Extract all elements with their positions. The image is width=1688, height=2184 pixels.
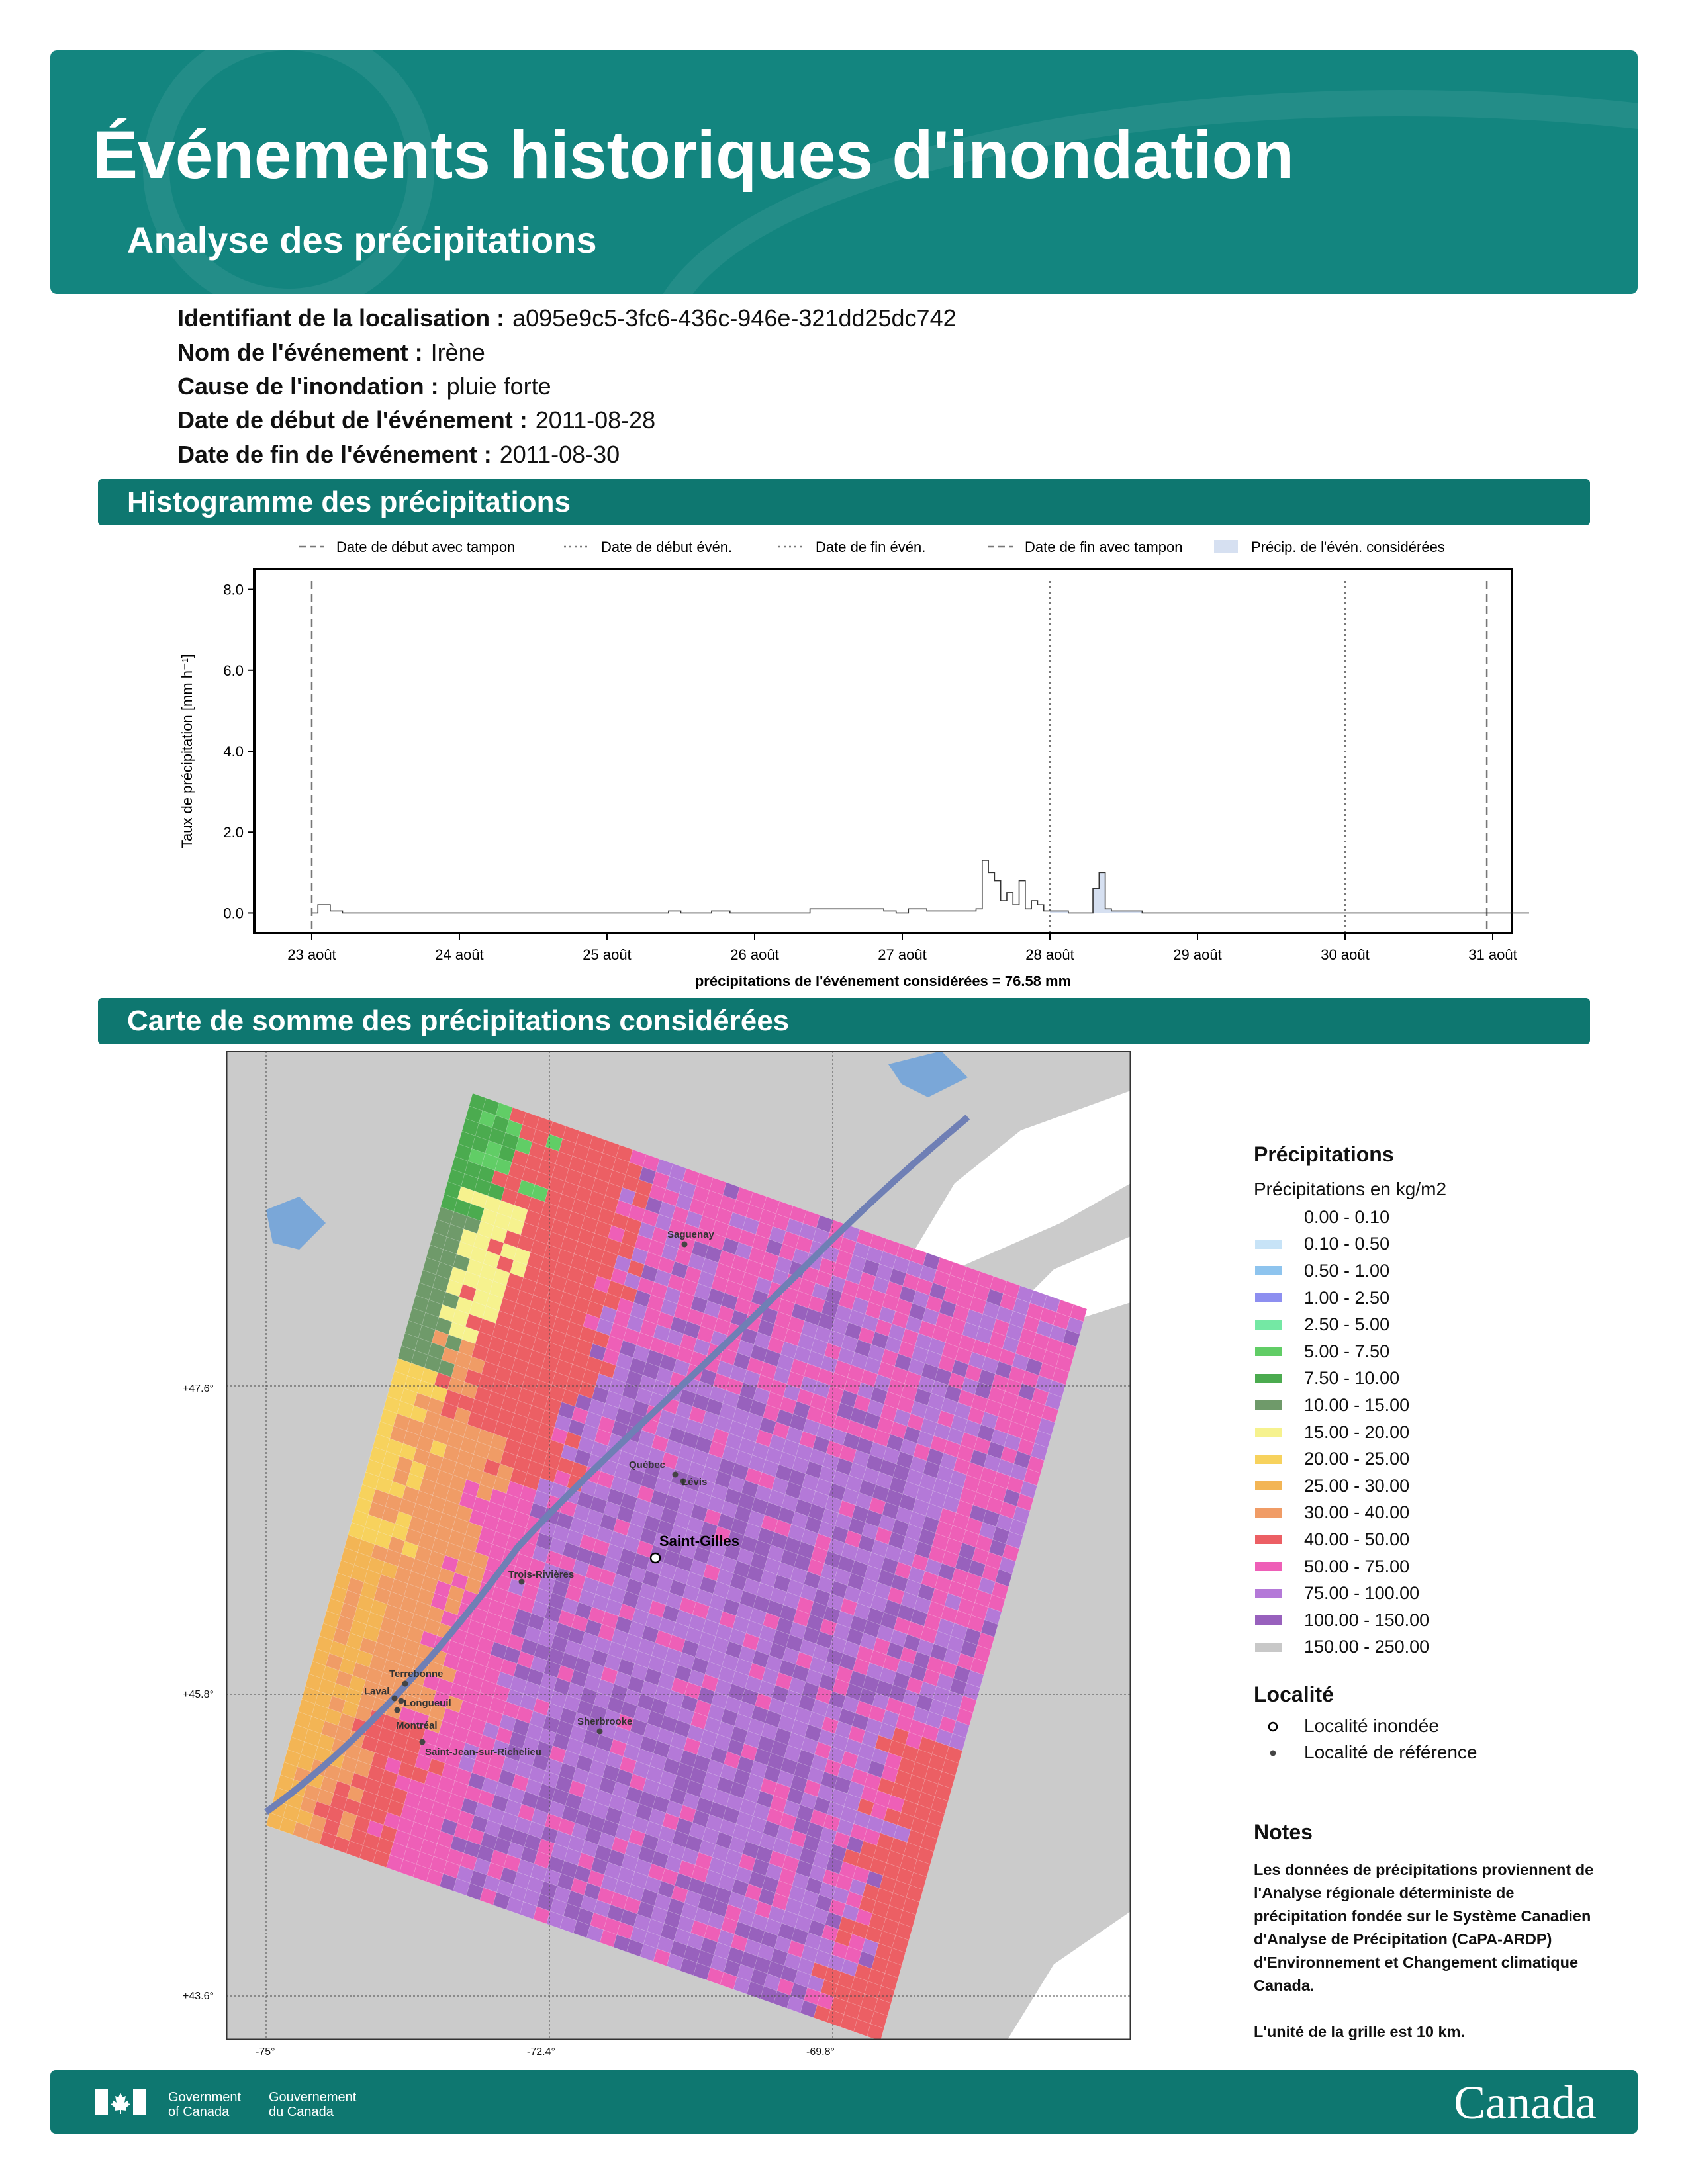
event-precip-area xyxy=(1050,872,1142,913)
lat-label: +43.6° xyxy=(183,1991,214,2002)
info-label: Date de début de l'événement : xyxy=(177,406,528,433)
precip-legend xyxy=(1254,1142,1624,1661)
legend-swatch xyxy=(1255,1535,1282,1544)
legend-entry-label: Précip. de l'évén. considérées xyxy=(1251,539,1445,555)
precipitation-histogram xyxy=(152,535,1529,998)
lon-label: -69.8° xyxy=(806,2046,835,2058)
legend-swatch xyxy=(1255,1400,1282,1410)
chart-legend xyxy=(299,539,1445,555)
info-value: 2011-08-30 xyxy=(499,441,620,468)
legend-swatch xyxy=(1255,1589,1282,1598)
section-header-histogram xyxy=(98,479,1590,525)
x-tick-label: 30 août xyxy=(1321,946,1370,963)
legend-entry-label: Date de fin avec tampon xyxy=(1025,539,1183,555)
legend-entry-label: Date de début évén. xyxy=(601,539,733,555)
x-tick-label: 27 août xyxy=(878,946,927,963)
legend-label: 7.50 - 10.00 xyxy=(1304,1368,1400,1388)
legend-label: 20.00 - 25.00 xyxy=(1304,1449,1410,1469)
legend-entry-label: Date de fin évén. xyxy=(816,539,926,555)
legend-flooded-locality xyxy=(1266,1715,1439,1737)
reference-locality-dot xyxy=(597,1729,603,1735)
legend-item xyxy=(1254,1311,1624,1338)
city-label: Lévis xyxy=(682,1477,708,1488)
city-label: Laval xyxy=(364,1686,390,1697)
gov-fr-line: Gouvernement xyxy=(269,2090,357,2105)
plot-frame xyxy=(254,569,1512,933)
legend-title: Précipitations xyxy=(1254,1142,1394,1166)
x-tick-label: 23 août xyxy=(287,946,336,963)
legend-swatch xyxy=(1255,1320,1282,1330)
legend-swatch xyxy=(1255,1266,1282,1275)
legend-label: 50.00 - 75.00 xyxy=(1304,1556,1410,1576)
lon-label: -72.4° xyxy=(527,2046,555,2058)
info-label: Cause de l'inondation : xyxy=(177,373,439,400)
info-flood-cause xyxy=(177,373,551,400)
legend-label: 0.50 - 1.00 xyxy=(1304,1260,1390,1281)
legend-item xyxy=(1254,1204,1624,1231)
info-event-name xyxy=(177,339,485,367)
locality-title: Localité xyxy=(1254,1682,1334,1706)
legend-label: 0.10 - 0.50 xyxy=(1304,1234,1390,1254)
section-header-map xyxy=(98,998,1590,1044)
legend-swatch xyxy=(1255,1374,1282,1383)
x-axis-label: précipitations de l'événement considérées = 76.58 mm xyxy=(694,973,1072,989)
city-label: Longueuil xyxy=(404,1698,451,1709)
legend-swatch xyxy=(1255,1481,1282,1490)
reference-locality-dot xyxy=(682,1242,688,1248)
x-tick-label: 24 août xyxy=(435,946,484,963)
legend-item xyxy=(1254,1338,1624,1365)
legend-swatch xyxy=(1255,1508,1282,1518)
hollow-circle-icon xyxy=(1266,1715,1280,1737)
legend-label: 15.00 - 20.00 xyxy=(1304,1422,1410,1442)
canada-wordmark: Canada xyxy=(1454,2076,1597,2129)
legend-swatch xyxy=(1255,1562,1282,1571)
city-label: Saguenay xyxy=(667,1229,714,1240)
y-tick-label: 4.0 xyxy=(223,743,244,760)
legend-reference-locality xyxy=(1266,1742,1477,1763)
legend-swatch xyxy=(1255,1428,1282,1437)
legend-item xyxy=(1254,1634,1624,1661)
legend-swatch xyxy=(1255,1643,1282,1652)
city-label: Terrebonne xyxy=(389,1668,444,1680)
x-tick-label: 28 août xyxy=(1025,946,1074,963)
gov-en-line: Government xyxy=(168,2090,242,2105)
page-subtitle: Analyse des précipitations xyxy=(127,219,597,261)
city-label: Québec xyxy=(629,1459,666,1471)
legend-item xyxy=(1254,1500,1624,1527)
legend-item xyxy=(1254,1365,1624,1392)
legend-item xyxy=(1254,1392,1624,1419)
legend-label: 30.00 - 40.00 xyxy=(1304,1502,1410,1523)
y-tick-label: 6.0 xyxy=(223,662,244,679)
lon-label: -75° xyxy=(256,2046,275,2058)
legend-items xyxy=(1254,1204,1624,1661)
y-tick-label: 8.0 xyxy=(223,581,244,598)
gov-en-line: of Canada xyxy=(168,2105,230,2119)
legend-label: 100.00 - 150.00 xyxy=(1304,1610,1430,1630)
legend-item xyxy=(1254,1445,1624,1473)
reference-locality-dot xyxy=(673,1472,679,1478)
legend-label: 2.50 - 5.00 xyxy=(1304,1314,1390,1335)
canada-flag-icon xyxy=(95,2089,146,2115)
notes-title: Notes xyxy=(1254,1820,1313,1844)
legend-item xyxy=(1254,1580,1624,1607)
legend-item xyxy=(1254,1553,1624,1580)
info-label: Date de fin de l'événement : xyxy=(177,441,492,468)
info-value: a095e9c5-3fc6-436c-946e-321dd25dc742 xyxy=(512,304,957,332)
x-tick-label: 25 août xyxy=(583,946,632,963)
legend-swatch xyxy=(1255,1212,1282,1222)
legend-swatch xyxy=(1255,1347,1282,1356)
y-tick-label: 0.0 xyxy=(223,905,244,922)
gov-fr-line: du Canada xyxy=(269,2105,334,2119)
y-axis-label: Taux de précipitation [mm h⁻¹] xyxy=(179,653,195,849)
x-tick-label: 31 août xyxy=(1468,946,1517,963)
city-label: Montréal xyxy=(396,1720,438,1731)
reference-locality-dot xyxy=(395,1707,400,1713)
footer xyxy=(50,2070,1638,2134)
event-precip-fill xyxy=(1050,872,1142,913)
x-tick-label: 29 août xyxy=(1173,946,1222,963)
legend-item xyxy=(1254,1231,1624,1258)
legend-label: 40.00 - 50.00 xyxy=(1304,1529,1410,1549)
legend-item xyxy=(1254,1285,1624,1312)
info-value: Irène xyxy=(430,339,485,366)
flooded-locality-label: Saint-Gilles xyxy=(659,1533,740,1549)
legend-label: 5.00 - 7.50 xyxy=(1304,1341,1390,1361)
gov-name-fr xyxy=(269,2090,356,2119)
legend-item xyxy=(1254,1419,1624,1446)
notes-text: Les données de précipitations proviennent de l'Analyse régionale déterministe de précipitation fondée sur le Système Canadien d'Analyse de Précipitation (CaPA-ARDP) d'Environnement et Changement climatique Canada. xyxy=(1254,1861,1594,1994)
info-location-id xyxy=(177,304,957,332)
precip-step-bars xyxy=(312,606,1529,913)
legend-item xyxy=(1254,1257,1624,1285)
legend-swatch xyxy=(1255,1615,1282,1625)
legend-swatch xyxy=(1255,1293,1282,1302)
flooded-locality-marker[interactable] xyxy=(651,1553,660,1563)
info-end-date xyxy=(177,441,620,469)
legend-item xyxy=(1254,1526,1624,1553)
legend-swatch xyxy=(1255,1455,1282,1464)
section-title: Carte de somme des précipitations considérées xyxy=(127,1005,790,1037)
info-value: pluie forte xyxy=(446,373,551,400)
legend-label: 75.00 - 100.00 xyxy=(1304,1583,1420,1604)
legend-label: 25.00 - 30.00 xyxy=(1304,1475,1410,1496)
x-tick-label: 26 août xyxy=(730,946,779,963)
lat-label: +47.6° xyxy=(183,1383,214,1394)
legend-label: 0.00 - 0.10 xyxy=(1304,1206,1390,1227)
gov-name-en xyxy=(168,2090,241,2119)
legend-label: 1.00 - 2.50 xyxy=(1304,1287,1390,1308)
legend-label: Localité de référence xyxy=(1304,1742,1477,1762)
legend-item xyxy=(1254,1473,1624,1500)
city-label: Sherbrooke xyxy=(577,1716,633,1727)
dot-icon xyxy=(1266,1742,1280,1763)
y-tick-label: 2.0 xyxy=(223,824,244,841)
header-banner xyxy=(50,50,1638,294)
legend-swatch xyxy=(1255,1240,1282,1249)
info-value: 2011-08-28 xyxy=(535,406,656,433)
info-label: Nom de l'événement : xyxy=(177,339,423,366)
legend-swatch xyxy=(1214,540,1238,553)
legend-entry-label: Date de début avec tampon xyxy=(336,539,516,555)
section-title: Histogramme des précipitations xyxy=(127,486,571,518)
legend-label: Localité inondée xyxy=(1304,1715,1439,1736)
city-label: Saint-Jean-sur-Richelieu xyxy=(425,1747,541,1758)
precip-step-line xyxy=(312,606,1529,913)
legend-label: 10.00 - 15.00 xyxy=(1304,1394,1410,1415)
legend-subtitle: Précipitations en kg/m2 xyxy=(1254,1179,1447,1199)
info-start-date xyxy=(177,406,655,434)
legend-item xyxy=(1254,1607,1624,1634)
page-title: Événements historiques d'inondation xyxy=(93,117,1295,193)
y-axis-ticks xyxy=(223,582,254,922)
lat-label: +45.8° xyxy=(183,1689,214,1700)
precipitation-map[interactable] xyxy=(226,1051,1131,2040)
x-axis-ticks xyxy=(287,933,1517,963)
reference-locality-dot xyxy=(420,1739,426,1745)
date-marker-lines xyxy=(312,581,1487,932)
notes-grid-unit: L'unité de la grille est 10 km. xyxy=(1254,2023,1466,2040)
city-label: Trois-Rivières xyxy=(508,1569,575,1580)
notes-body xyxy=(1254,1858,1598,2044)
reference-locality-dot xyxy=(392,1696,398,1702)
reference-locality-dot xyxy=(402,1681,408,1687)
legend-label: 150.00 - 250.00 xyxy=(1304,1637,1430,1657)
info-label: Identifiant de la localisation : xyxy=(177,304,505,332)
